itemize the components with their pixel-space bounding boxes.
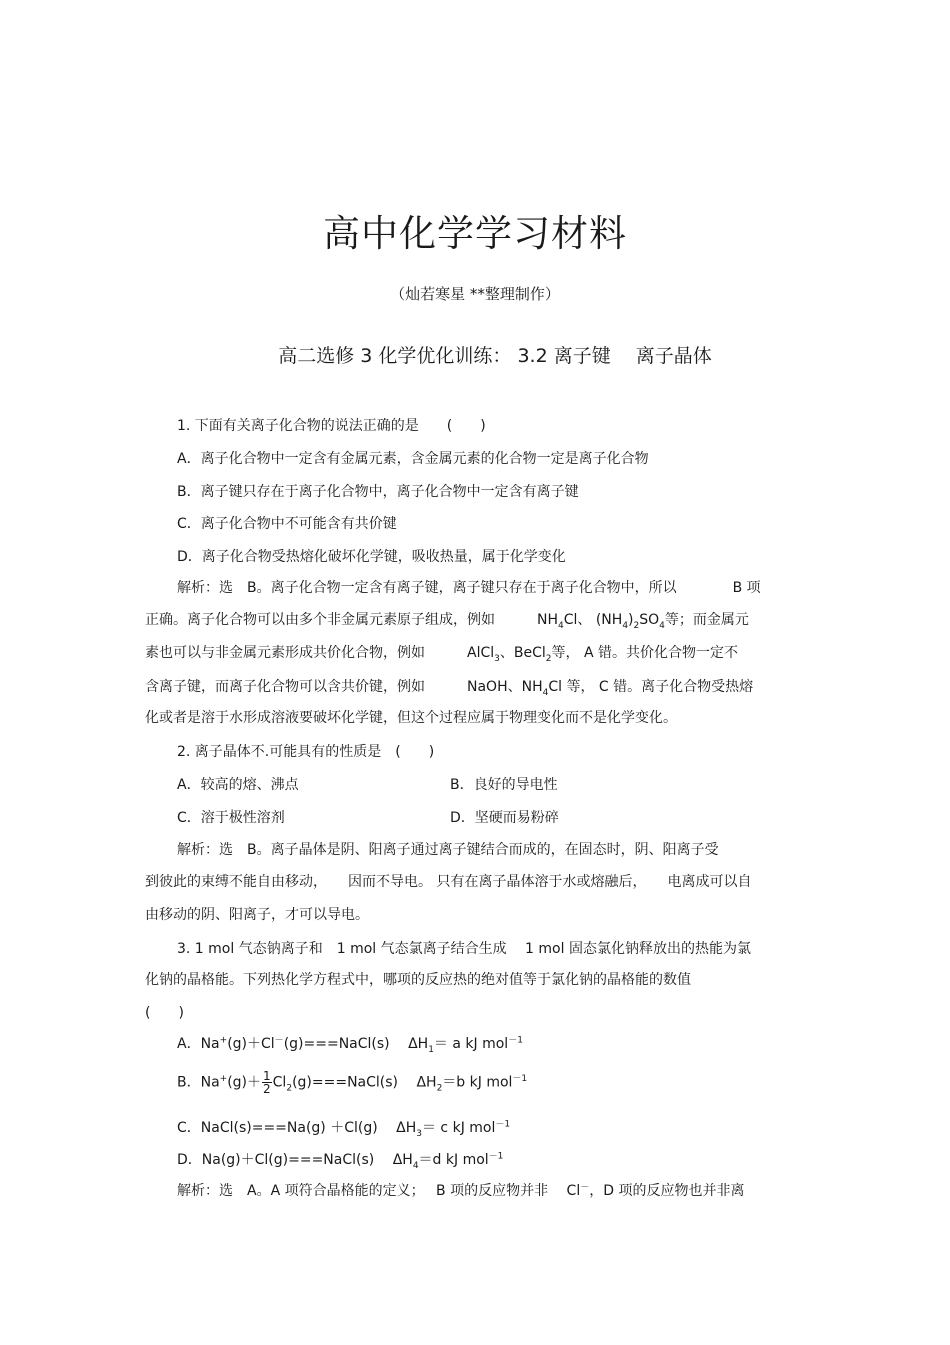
q1-option-a: A．离子化合物中一定含有金属元素，含金属元素的化合物一定是离子化合物 (177, 451, 649, 467)
q1-option-b: B．离子键只存在于离子化合物中，离子化合物中一定含有离子键 (177, 484, 579, 500)
section-heading: 高二选修 3 化学优化训练： 3.2 离子键 离子晶体 (278, 345, 712, 367)
q1-explanation-line-4: 含离子键，而离子化合物可以含共价键，例如 NaOH、$NH_4Cl$ 等， C 错。离子化合物受热熔 (145, 679, 754, 698)
q2-explanation-line-2: 到彼此的束缚不能自由移动， 因而不导电。 只有在离子晶体溶于水或熔融后， 电离成可以自 (145, 874, 752, 890)
fraction-one-half: $\frac{1}{2}$ (263, 1069, 271, 1096)
q3-stem-line-3: ( ) (145, 1005, 184, 1021)
q1-explanation-line-3: 素也可以与非金属元素形成共价化合物，例如 AlCl$_3$、BeCl$_2$等， A 错。共价化合物一定不 (145, 645, 738, 664)
q2-explanation-line-3: 由移动的阴、阳离子，才可以导电。 (145, 907, 369, 923)
q3-stem-line-1: 3. 1 mol 气态钠离子和 1 mol 气态氯离子结合生成 1 mol 固态氯化钠释放出的热能为氯 (177, 941, 751, 957)
document-title: 高中化学学习材料 (323, 212, 627, 255)
q3-option-c: C．NaCl(s)===Na(g) ＋Cl(g) $\Delta H_3= c$ kJ mol$^{-1}$ (177, 1119, 511, 1139)
q2-option-a: A．较高的熔、沸点 (177, 777, 299, 793)
q2-option-c: C．溶于极性溶剂 (177, 810, 285, 826)
q3-option-a: A．Na+(g)＋Cl－(g)===NaCl(s) $\Delta H_1= a$ kJ mol$^{-1}$ (177, 1035, 523, 1055)
q3-explanation-line-1: 解析：选 A。A 项符合晶格能的定义； B 项的反应物并非 Cl－，D 项的反应物也并非离 (177, 1182, 745, 1199)
q1-stem: 1. 下面有关离子化合物的说法正确的是 ( ) (177, 418, 486, 434)
q3-stem-line-2: 化钠的晶格能。下列热化学方程式中，哪项的反应热的绝对值等于氯化钠的晶格能的数值 (145, 972, 691, 988)
q2-option-b: B．良好的导电性 (450, 777, 558, 793)
q2-options-row-1 (177, 775, 558, 795)
q1-explanation-line-5: 化或者是溶于水形成溶液要破坏化学键，但这个过程应属于物理变化而不是化学变化。 (145, 710, 677, 726)
q2-stem: 2. 离子晶体不.可能具有的性质是 ( ) (177, 744, 435, 760)
q3-option-d: D．Na(g)＋Cl(g)===NaCl(s) $\Delta H_4=d$ kJ mol$^{-1}$ (177, 1151, 504, 1171)
q2-options-row-2 (177, 808, 559, 828)
q1-explanation-line-1: 解析：选 B。离子化合物一定含有离子键，离子键只存在于离子化合物中，所以 B 项 (177, 580, 761, 596)
q3-option-b: B．Na+(g)＋ $\frac{1}{2}$ $Cl_2(g)===NaCl(s)$ $\Delta H_2=b$ kJ mol$^{-1}$ (177, 1069, 528, 1096)
q1-option-c: C．离子化合物中不可能含有共价键 (177, 516, 397, 532)
q1-option-d: D．离子化合物受热熔化破坏化学键，吸收热量，属于化学变化 (177, 549, 566, 565)
q2-option-d: D．坚硬而易粉碎 (450, 810, 559, 826)
document-subtitle: （灿若寒星 **整理制作） (390, 285, 560, 303)
q1-explanation-line-2: 正确。离子化合物可以由多个非金属元素原子组成，例如 $NH_4Cl$、 $(NH_4)_2SO_4$等；而金属元 (145, 612, 749, 631)
q2-explanation-line-1: 解析：选 B。离子晶体是阴、阳离子通过离子键结合而成的，在固态时，阴、阳离子受 (177, 842, 719, 858)
